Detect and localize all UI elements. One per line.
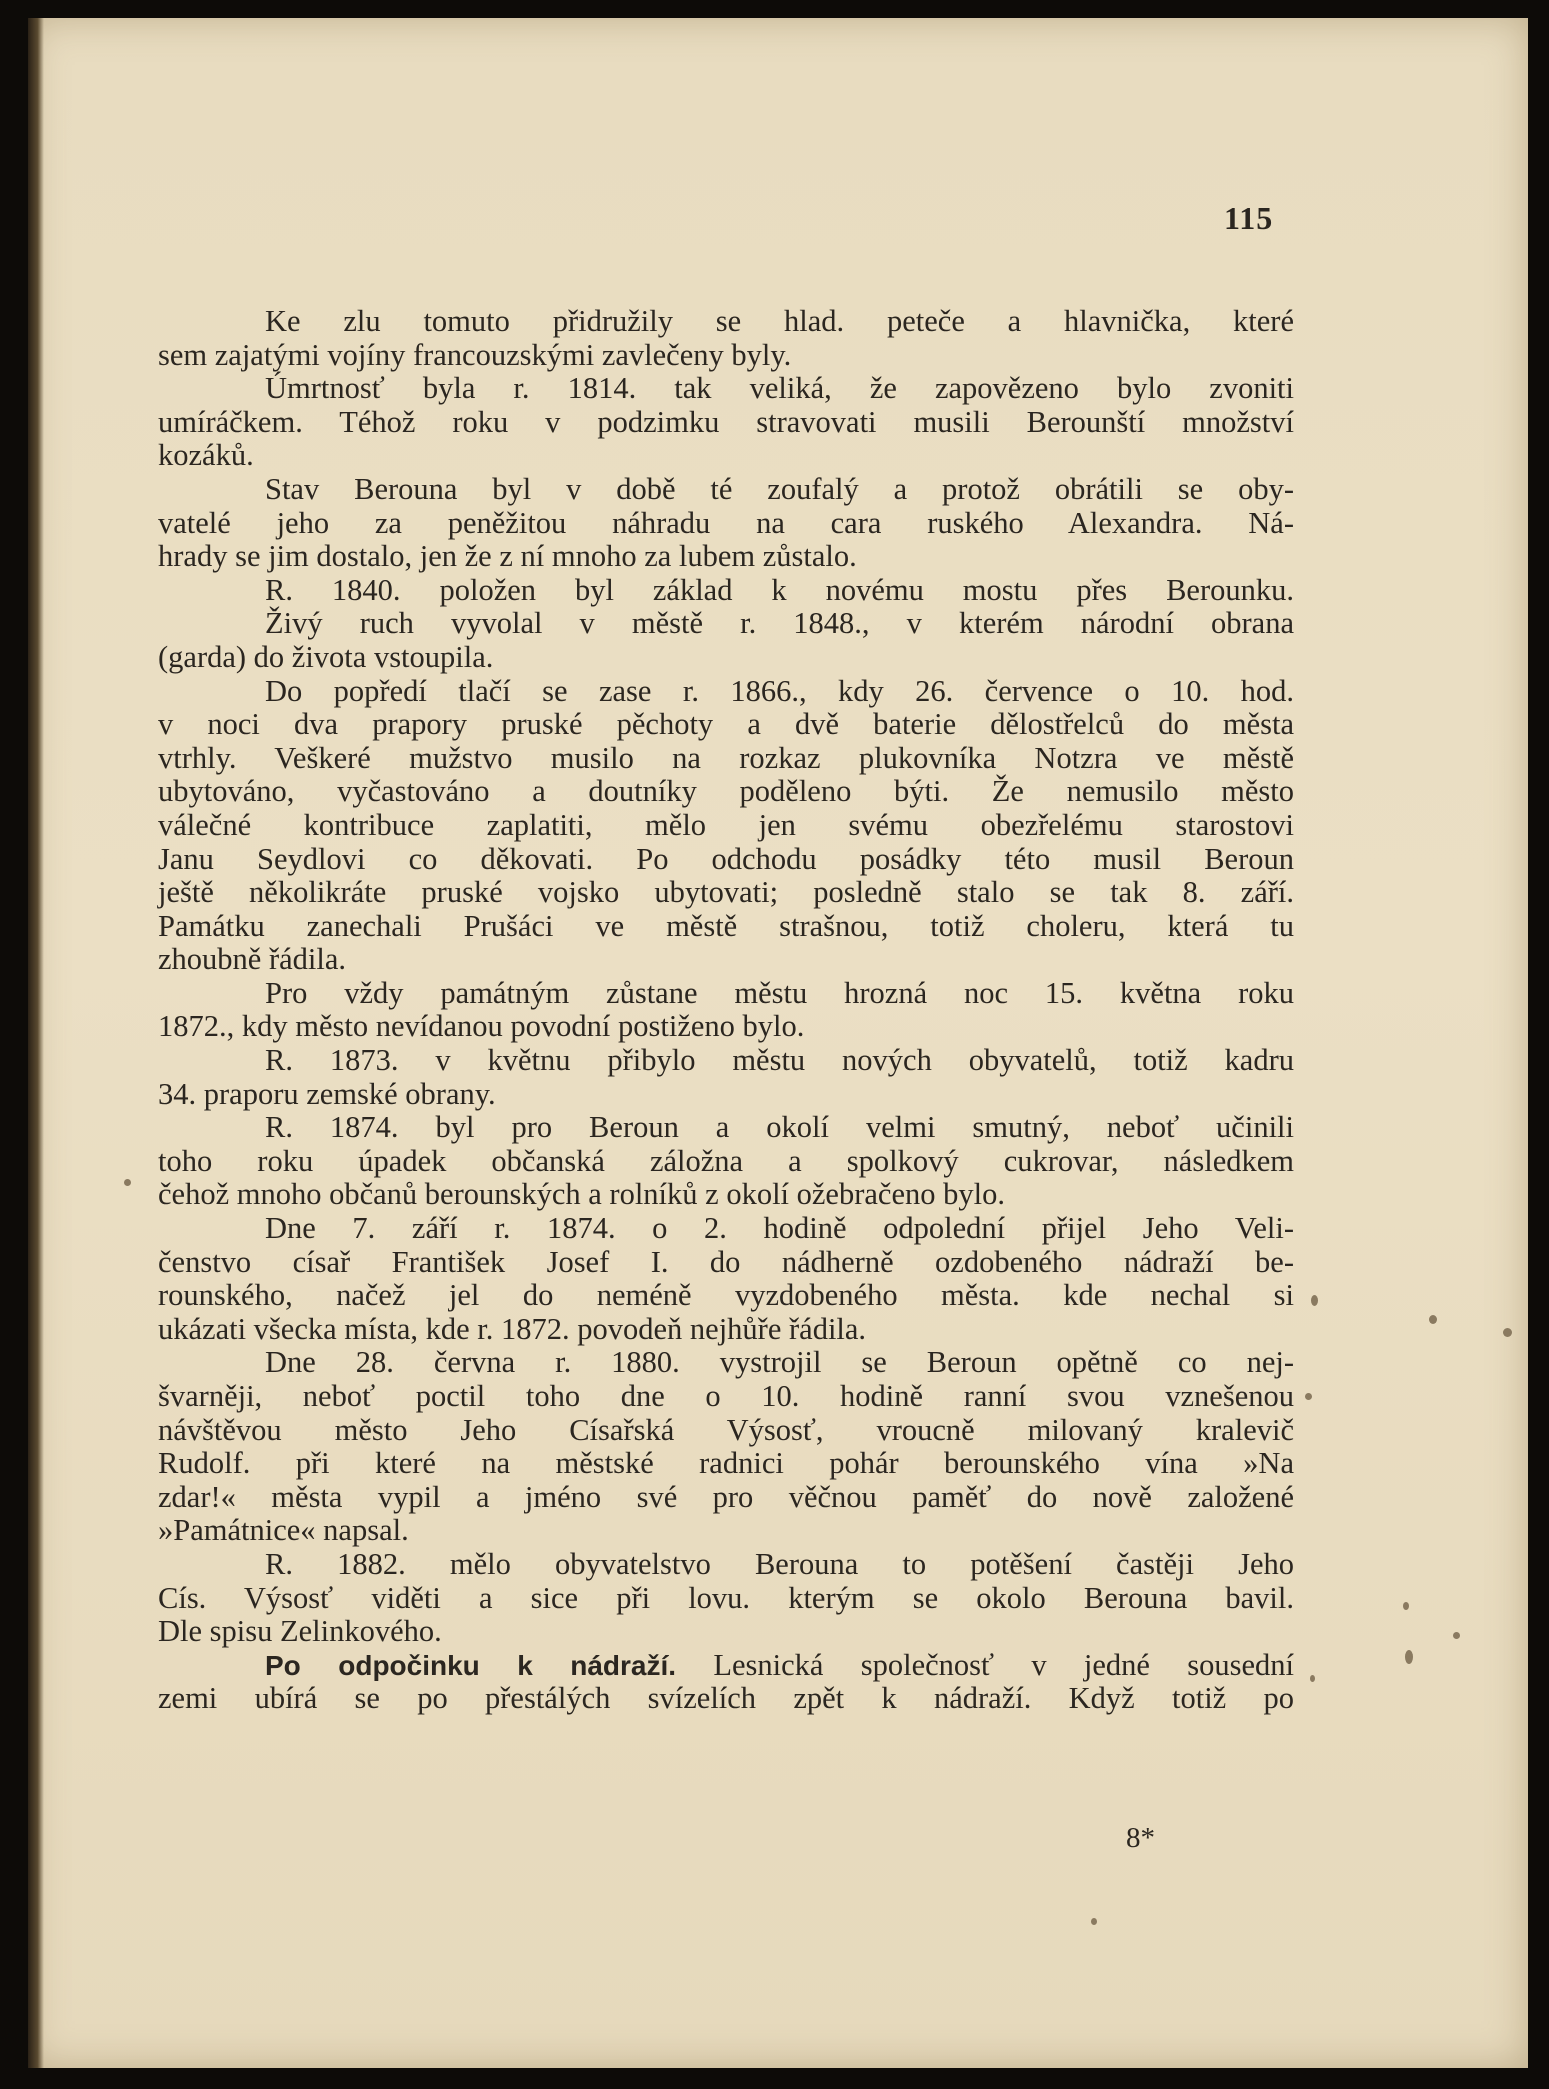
text-line: ukázati všecka místa, kde r. 1872. povodeň nejhůře řádila. [158, 1311, 867, 1346]
text-line: R. 1874. byl pro Beroun a okolí velmi smutný, neboť učinili [265, 1110, 1294, 1145]
text-line: Úmrtnosť byla r. 1814. tak veliká, že zapovězeno bylo zvoniti [265, 371, 1294, 406]
page-number: 115 [1224, 200, 1274, 236]
scan-speck [1503, 1328, 1512, 1337]
text-line: čehož mnoho občanů berounských a rolníků z okolí ožebračeno bylo. [158, 1177, 1005, 1212]
text-line: Cís. Výsosť viděti a sice při lovu. kterým se okolo Berouna bavil. [158, 1580, 1294, 1615]
text-line: zhoubně řádila. [158, 942, 347, 977]
scan-speck [1310, 1675, 1315, 1682]
text-line: Janu Seydlovi co děkovati. Po odchodu posádky této musil Beroun [158, 841, 1294, 876]
section-first-line [158, 1649, 1294, 1683]
text-line: sem zajatými vojíny francouzskými zavlečeny byly. [158, 337, 792, 372]
page-spine-shadow [28, 18, 44, 2068]
text-line: švarněji, neboť poctil toho dne o 10. hodině ranní svou vznešenou [158, 1379, 1294, 1413]
text-line: Do popředí tlačí se zase r. 1866., kdy 26. července o 10. hod. [265, 673, 1294, 708]
scan-speck [1429, 1315, 1437, 1324]
scan-speck [1403, 1602, 1409, 1610]
text-line: R. 1882. mělo obyvatelstvo Berouna to potěšení častěji Jeho [265, 1546, 1294, 1581]
section-heading: Po odpočinku k nádraží. [265, 1649, 677, 1681]
section-second-line: zemi ubírá se po přestálých svízelích zpět k nádraží. Když totiž po [158, 1681, 1294, 1716]
section-first-line-text: Lesnická společnosť v jedné sousední [713, 1647, 1294, 1682]
scan-speck [1311, 1295, 1318, 1306]
text-line: Živý ruch vyvolal v městě r. 1848., v kterém národní obrana [265, 606, 1294, 641]
text-line: kozáků. [158, 438, 254, 473]
text-line: (garda) do života vstoupila. [158, 639, 494, 674]
text-line: Ke zlu tomuto přidružily se hlad. peteče a hlavnička, které [265, 304, 1294, 338]
text-line: toho roku úpadek občanská záložna a spolkový cukrovar, následkem [158, 1143, 1294, 1178]
body-text [158, 305, 1294, 1716]
text-line: umíráčkem. Téhož roku v podzimku stravovati musili Berounští množství [158, 404, 1294, 439]
text-line: Památku zanechali Prušáci ve městě strašnou, totiž choleru, která tu [158, 908, 1294, 943]
text-line: rounského, načež jel do neméně vyzdobeného města. kde nechal si [158, 1278, 1294, 1313]
text-line: zdar!« města vypil a jméno své pro věčnou paměť do nově založené [158, 1479, 1294, 1514]
text-line: 1872., kdy město nevídanou povodní postiženo bylo. [158, 1009, 805, 1044]
text-line: Dne 28. června r. 1880. vystrojil se Beroun opětně co nej- [265, 1345, 1294, 1380]
text-line: vatelé jeho za peněžitou náhradu na cara ruského Alexandra. Ná- [158, 505, 1294, 540]
text-line: Stav Berouna byl v době té zoufalý a protož obrátili se oby- [265, 471, 1294, 506]
text-line: návštěvou město Jeho Císařská Výsosť, vroucně milovaný kralevič [158, 1412, 1294, 1447]
text-line: Pro vždy památným zůstane městu hrozná noc 15. května roku [265, 975, 1294, 1010]
scan-speck [1453, 1632, 1460, 1639]
scan-speck [1405, 1650, 1413, 1664]
text-line: ještě několikráte pruské vojsko ubytovati; posledně stalo se tak 8. září. [158, 875, 1294, 910]
text-line: ubytováno, vyčastováno a doutníky poděleno býti. Že nemusilo město [158, 774, 1294, 809]
text-line: R. 1840. položen byl základ k novému mostu přes Berounku. [265, 572, 1294, 607]
text-line: Dne 7. září r. 1874. o 2. hodině odpolední přijel Jeho Veli- [265, 1211, 1294, 1246]
text-line: čenstvo císař František Josef I. do nádherně ozdobeného nádraží be- [158, 1244, 1294, 1279]
text-line: R. 1873. v květnu přibylo městu nových obyvatelů, totiž kadru [265, 1043, 1294, 1078]
text-line: v noci dva prapory pruské pěchoty a dvě baterie dělostřelců do města [158, 707, 1294, 742]
scan-speck [1305, 1393, 1312, 1400]
scan-speck [124, 1179, 131, 1186]
text-line: válečné kontribuce zaplatiti, mělo jen svému obezřelému starostovi [158, 807, 1294, 842]
text-line: hrady se jim dostalo, jen že z ní mnoho za lubem zůstalo. [158, 539, 857, 574]
text-line: vtrhly. Veškeré mužstvo musilo na rozkaz plukovníka Notzra ve městě [158, 740, 1294, 775]
text-line: Rudolf. při které na městské radnici pohár berounského vína »Na [158, 1446, 1294, 1481]
signature-mark: 8* [1126, 1822, 1155, 1854]
text-line: 34. praporu zemské obrany. [158, 1076, 496, 1111]
text-line: »Památnice« napsal. [158, 1513, 409, 1548]
scan-speck [1091, 1918, 1097, 1925]
text-line: Dle spisu Zelinkového. [158, 1614, 442, 1649]
